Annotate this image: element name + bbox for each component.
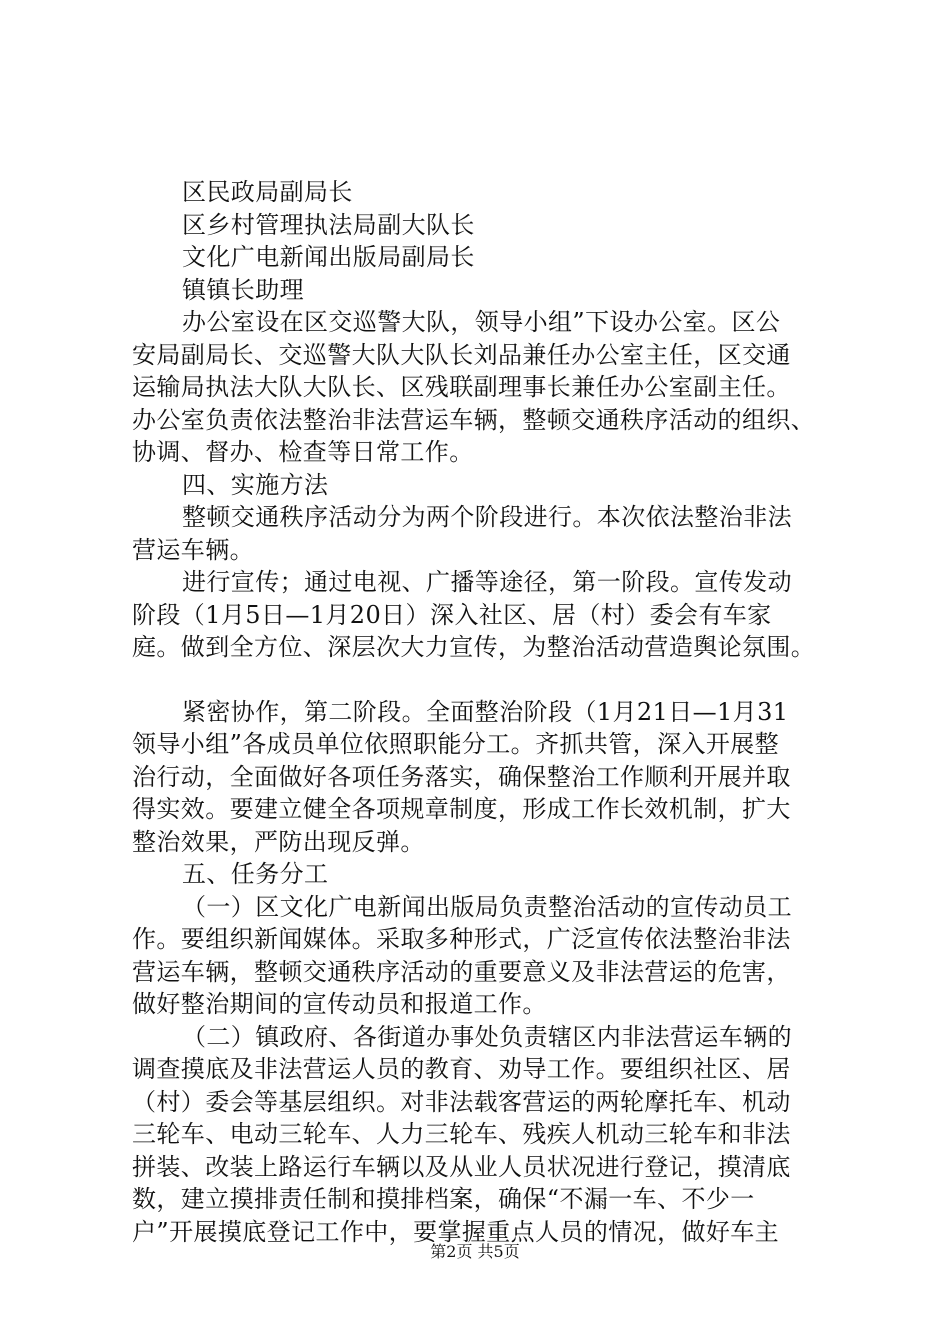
text-line: 协调、督办、检查等日常工作。 <box>132 438 474 466</box>
text-line: 营运车辆，整顿交通秩序活动的重要意义及非法营运的危害， <box>132 957 791 986</box>
text-line: 作。要组织新闻媒体。采取多种形式，广泛宣传依法整治非法 <box>132 925 791 953</box>
text-line: 庭。做到全方位、深层次大力宣传，为整治活动营造舆论氛围。 <box>132 633 816 661</box>
text-line: 整治效果，严防出现反弹。 <box>132 827 425 856</box>
text-line: 治行动，全面做好各项任务落实，确保整治工作顺利开展并取 <box>132 762 791 791</box>
text-line: 安局副局长、交巡警大队大队长刘品兼任办公室主任，区交通 <box>132 340 791 369</box>
text-line: 领导小组”各成员单位依照职能分工。齐抓共管，深入开展整 <box>132 730 780 758</box>
text-line: 得实效。要建立健全各项规章制度，形成工作长效机制，扩大 <box>132 795 791 823</box>
text-line: 运输局执法大队大队长、区残联副理事长兼任办公室副主任。 <box>132 373 791 401</box>
text-line: 做好整治期间的宣传动员和报道工作。 <box>132 990 547 1018</box>
text-line: 拼装、改装上路运行车辆以及从业人员状况进行登记，摸清底 <box>132 1152 791 1181</box>
text-line: 办公室设在区交巡警大队，领导小组”下设办公室。区公 <box>182 308 781 336</box>
text-line: 三轮车、电动三轮车、人力三轮车、残疾人机动三轮车和非法 <box>132 1120 791 1148</box>
text-line: 文化广电新闻出版局副局长 <box>182 243 475 271</box>
text-line: 阶段（1月5日—1月20日）深入社区、居（村）委会有车家 <box>132 600 772 629</box>
text-line: （村）委会等基层组织。对非法载客营运的两轮摩托车、机动 <box>132 1087 791 1116</box>
text-line: 进行宣传；通过电视、广播等途径，第一阶段。宣传发动 <box>182 568 792 596</box>
text-line: 户”开展摸底登记工作中，要掌握重点人员的情况，做好车主 <box>132 1217 780 1246</box>
text-line: 数，建立摸排责任制和摸排档案，确保“不漏一车、不少一 <box>132 1185 755 1213</box>
text-line: 整顿交通秩序活动分为两个阶段进行。本次依法整治非法 <box>182 503 792 531</box>
text-line: 营运车辆。 <box>132 535 254 564</box>
text-line: 镇镇长助理 <box>182 275 304 304</box>
text-line: 五、任务分工 <box>182 860 329 888</box>
text-line: （二）镇政府、各街道办事处负责辖区内非法营运车辆的 <box>182 1022 792 1051</box>
text-line: 紧密协作，第二阶段。全面整治阶段（1月21日—1月31 <box>182 697 789 726</box>
text-line: 四、实施方法 <box>182 470 329 499</box>
text-line: 区乡村管理执法局副大队长 <box>182 210 475 239</box>
paragraph-gap <box>132 664 832 696</box>
text-line: 办公室负责依法整治非法营运车辆，整顿交通秩序活动的组织、 <box>132 405 816 434</box>
text-line: 区民政局副局长 <box>182 178 353 206</box>
page-footer: 第2页 共5页 <box>430 1242 520 1261</box>
text-line: 调查摸底及非法营运人员的教育、劝导工作。要组织社区、居 <box>132 1055 791 1083</box>
document-body <box>132 176 832 1248</box>
text-line: （一）区文化广电新闻出版局负责整治活动的宣传动员工 <box>182 892 792 921</box>
